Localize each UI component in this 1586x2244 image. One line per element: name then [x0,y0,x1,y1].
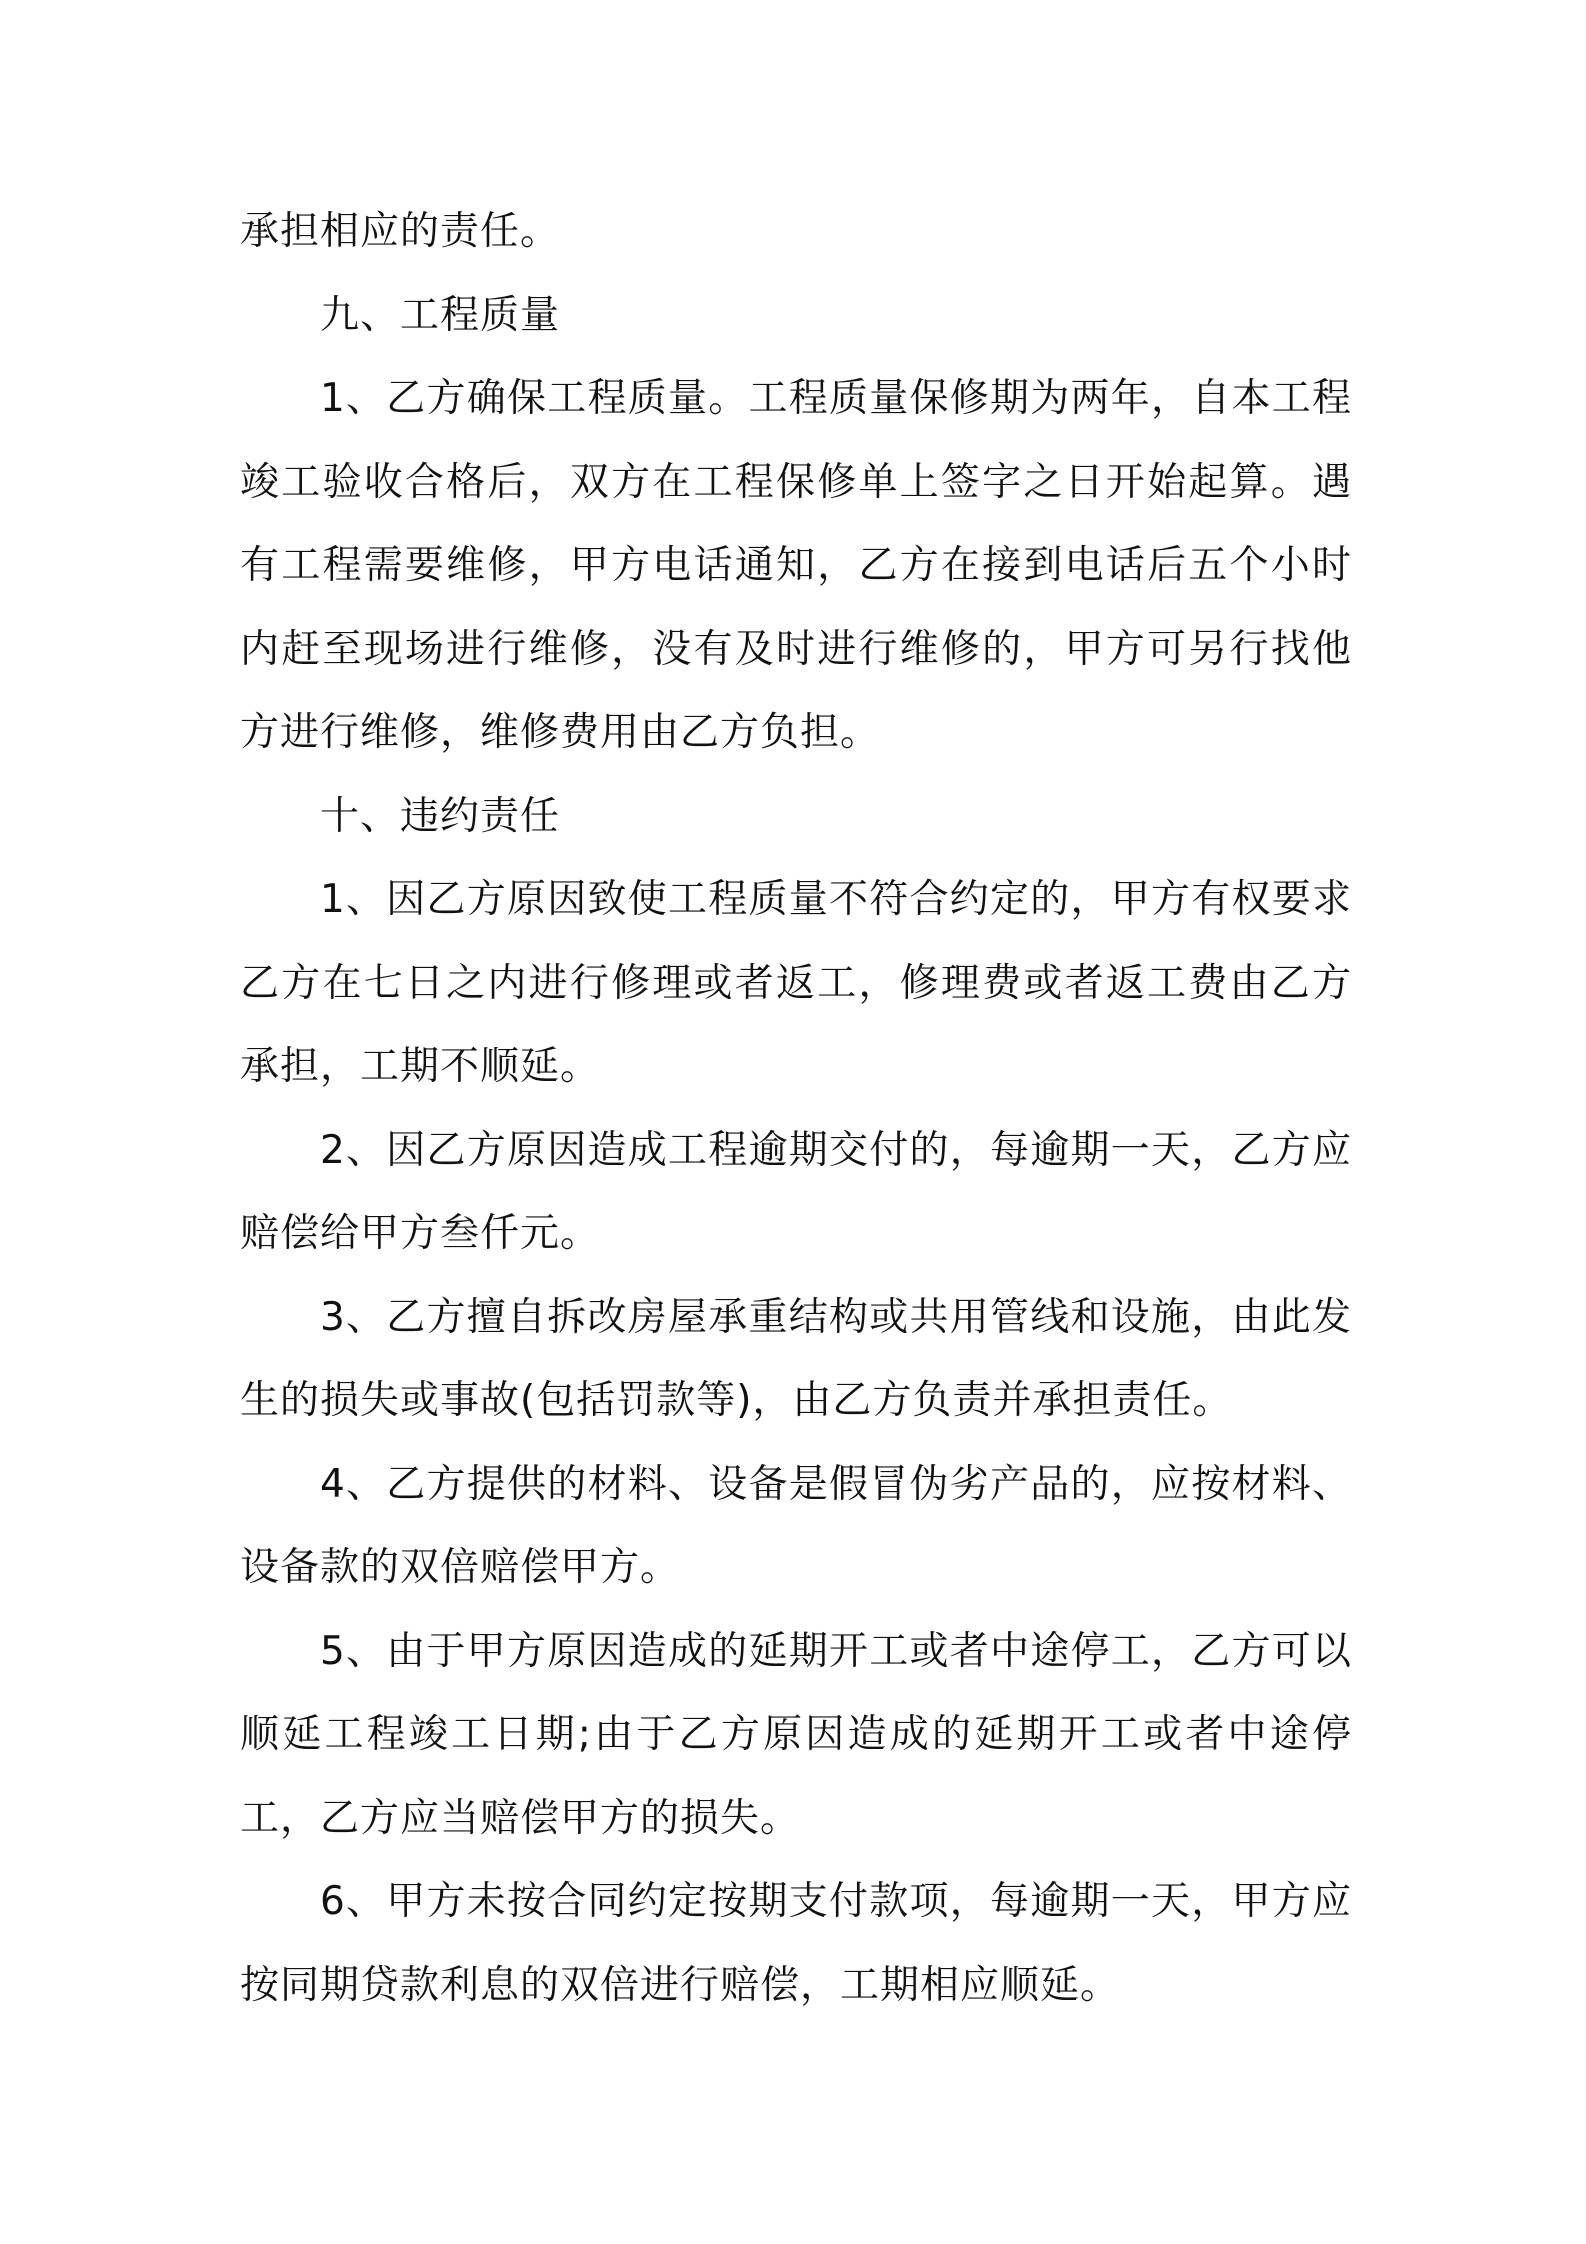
paragraph-breach-1: 1、因乙方原因致使工程质量不符合约定的，甲方有权要求乙方在七日之内进行修理或者返工，修理费或者返工费由乙方承担，工期不顺延。 [240,877,1352,1089]
section-heading-quality: 九、工程质量 [320,292,561,338]
paragraph-breach-5: 5、由于甲方原因造成的延期开工或者中途停工，乙方可以顺延工程竣工日期;由于乙方原因造成的延期开工或者中途停工，乙方应当赔偿甲方的损失。 [240,1628,1352,1841]
document-body [240,190,1352,2027]
paragraph-breach-3: 3、乙方擅自拆改房屋承重结构或共用管线和设施，由此发生的损失或事故(包括罚款等)，由乙方负责并承担责任。 [240,1294,1352,1423]
section-heading-breach: 十、违约责任 [320,793,561,839]
paragraph-breach-4: 4、乙方提供的材料、设备是假冒伪劣产品的，应按材料、设备款的双倍赔偿甲方。 [240,1461,1352,1590]
paragraph-breach-6: 6、甲方未按合同约定按期支付款项，每逾期一天，甲方应按同期贷款利息的双倍进行赔偿，工期相应顺延。 [240,1879,1352,2008]
paragraph-quality-1: 1、乙方确保工程质量。工程质量保修期为两年，自本工程竣工验收合格后，双方在工程保修单上签字之日开始起算。遇有工程需要维修，甲方电话通知，乙方在接到电话后五个小时内赶至现场进行维修，没有及时进行维修的，甲方可另行找他方进行维修，维修费用由乙方负担。 [240,376,1352,755]
paragraph-breach-2: 2、因乙方原因造成工程逾期交付的，每逾期一天，乙方应赔偿给甲方叁仟元。 [240,1127,1352,1256]
paragraph-continuation: 承担相应的责任。 [240,209,561,254]
